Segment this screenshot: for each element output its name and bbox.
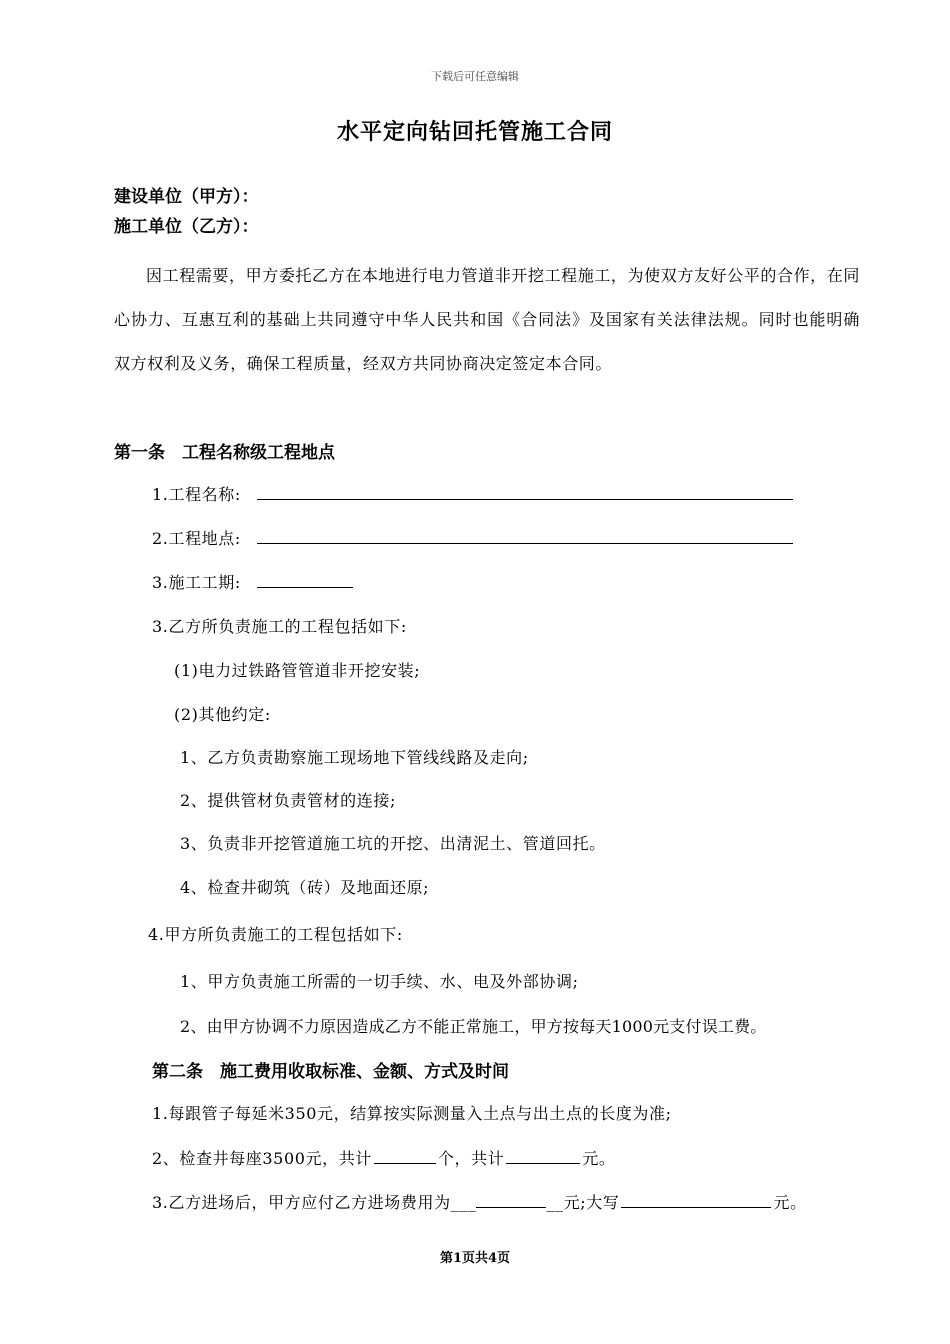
well-amount-blank[interactable] <box>506 1147 580 1164</box>
other-item-4: 4、检查井砌筑（砖）及地面还原; <box>180 878 430 897</box>
entry-fee-blank[interactable] <box>476 1191 546 1208</box>
scope-a-item-1: 1、甲方负责施工所需的一切手续、水、电及外部协调; <box>180 972 579 991</box>
header-note: 下载后可任意编辑 <box>431 70 519 83</box>
project-site-label: 2.工程地点: <box>152 529 241 548</box>
entry-fee-line <box>152 1190 807 1213</box>
article-1-heading: 第一条 工程名称级工程地点 <box>114 443 335 463</box>
scope-b-item-1: (1)电力过铁路管管道非开挖安装; <box>174 661 421 680</box>
entry-fee-unit: 元。 <box>773 1193 807 1212</box>
pipe-fee-line: 1.每跟管子每延米350元，结算按实际测量入土点与出土点的长度为准; <box>152 1104 672 1123</box>
other-item-2: 2、提供管材负责管材的连接; <box>180 791 396 810</box>
inspection-well-line <box>152 1146 616 1169</box>
scope-b-item-2: (2)其他约定: <box>174 705 271 724</box>
party-a-label: 建设单位（甲方）： <box>114 187 259 207</box>
inspection-well-unit: 元。 <box>582 1149 616 1168</box>
entry-fee-label: 3.乙方进场后，甲方应付乙方进场费用为 <box>152 1193 451 1212</box>
intro-paragraph: 因工程需要，甲方委托乙方在本地进行电力管道非开挖工程施工，为使双方友好公平的合作，在同心协力、互惠互利的基础上共同遵守中华人民共和国《合同法》及国家有关法律法规。同时也能明确双方权利及义务，确保工程质量，经双方共同协商决定签定本合同。 <box>114 266 860 373</box>
scope-a-heading: 4.甲方所负责施工的工程包括如下: <box>148 925 403 944</box>
other-item-3: 3、负责非开挖管道施工坑的开挖、出清泥土、管道回托。 <box>180 834 606 853</box>
construction-period-line <box>152 570 355 593</box>
project-name-label: 1.工程名称: <box>152 485 241 504</box>
other-item-1: 1、乙方负责勘察施工现场地下管线线路及走向; <box>180 748 529 767</box>
entry-fee-dash-1: ___ <box>450 1193 477 1212</box>
inspection-well-mid: 个，共计 <box>437 1149 505 1168</box>
construction-period-blank[interactable] <box>257 571 353 588</box>
project-site-blank[interactable] <box>257 527 793 544</box>
entry-fee-dash-2: __ <box>546 1193 564 1212</box>
project-name-line <box>152 482 795 505</box>
inspection-well-label: 2、检查井每座3500元，共计 <box>152 1149 372 1168</box>
entry-fee-uppercase-blank[interactable] <box>621 1191 771 1208</box>
document-title: 水平定向钻回托管施工合同 <box>336 120 613 145</box>
scope-a-item-2: 2、由甲方协调不力原因造成乙方不能正常施工，甲方按每天1000元支付误工费。 <box>180 1017 767 1036</box>
construction-period-label: 3.施工工期: <box>152 573 241 592</box>
page-footer: 第1页共4页 <box>439 1251 511 1266</box>
project-name-blank[interactable] <box>257 483 793 500</box>
scope-b-heading: 3.乙方所负责施工的工程包括如下: <box>152 617 407 636</box>
project-site-line <box>152 526 795 549</box>
entry-fee-uppercase-label: 元;大写 <box>563 1193 620 1212</box>
article-2-heading: 第二条 施工费用收取标准、金额、方式及时间 <box>152 1062 509 1082</box>
party-b-label: 施工单位（乙方）： <box>114 217 259 237</box>
well-count-blank[interactable] <box>374 1147 436 1164</box>
